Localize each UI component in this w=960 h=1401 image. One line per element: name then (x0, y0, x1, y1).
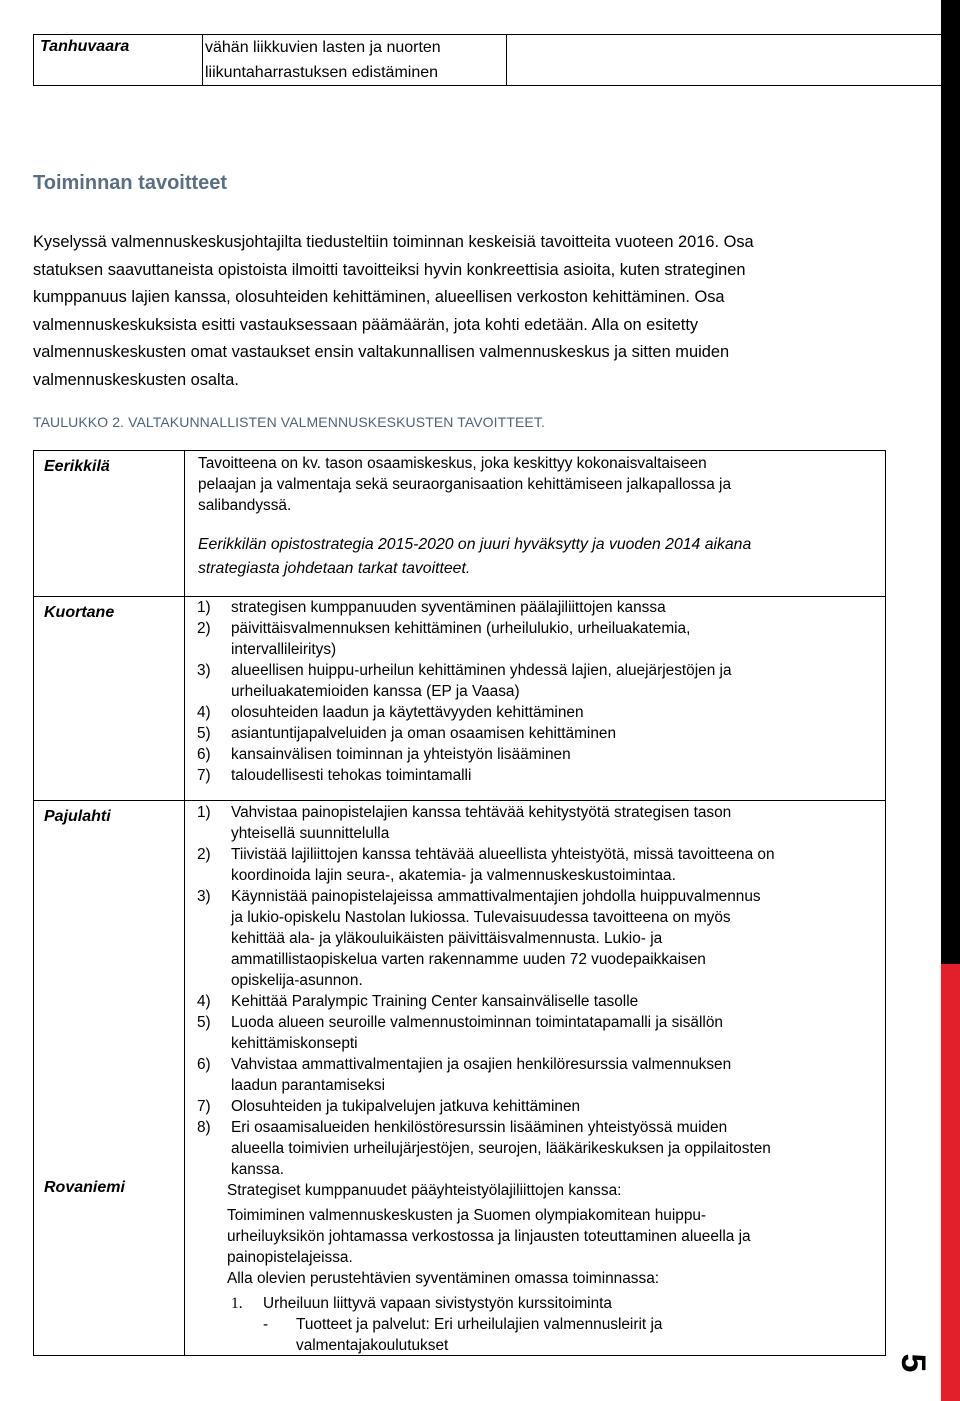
kuortane-item: 6) kansainvälisen toiminnan ja yhteistyön lisääminen (197, 746, 571, 763)
pajulahti-item: 2) Tiivistää lajiliittojen kanssa tehtävää alueellista yhteistyötä, missä tavoitteena on koordinoida lajin seura-, akatemia- ja valmennuskeskustoimintaa. (197, 846, 775, 884)
rovaniemi-item-number: 1. (231, 1295, 243, 1312)
intro-paragraph (33, 229, 913, 394)
row-body-pajulahti-rovaniemi (184, 800, 886, 1356)
rovaniemi-block-line: Toimiminen valmennuskeskusten ja Suomen olympiakomitean huippu- (227, 1207, 707, 1224)
pajulahti-item: 8) Eri osaamisalueiden henkilöstöresurssin lisääminen yhteistyössä muiden alueella toimivien urheilujärjestöjen, seurojen, lääkärikeskuksen ja oppilaitosten kanssa. (197, 1119, 771, 1178)
pajulahti-item: 6) Vahvistaa ammattivalmentajien ja osajien henkilöresurssia valmennuksen laadun parantamiseksi (197, 1056, 732, 1094)
row-body-eerikkila (184, 450, 886, 597)
rovaniemi-line: Alla olevien perustehtävien syventäminen omassa toiminnassa: (227, 1270, 660, 1287)
section-heading: Toiminnan tavoitteet (33, 172, 228, 194)
eerikkila-line: pelaajan ja valmentaja sekä seuraorganisaation kehittämiseen jalkapallossa ja (198, 476, 732, 493)
paragraph-line: kumppanuus lajien kanssa, olosuhteiden kehittäminen, alueellisen verkoston kehittäminen. Osa (33, 288, 725, 306)
kuortane-item: 5) asiantuntijapalveluiden ja oman osaamisen kehittäminen (197, 725, 617, 742)
pajulahti-item: 4) Kehittää Paralympic Training Center kansainväliselle tasolle (197, 993, 639, 1010)
kuortane-item: 1) strategisen kumppanuuden syventäminen päälajiliittojen kanssa (197, 599, 666, 616)
rovaniemi-sub-line: valmentajakoulutukset (296, 1337, 449, 1354)
eerikkila-italic-line: strategiasta johdetaan tarkat tavoitteet. (198, 560, 471, 577)
rovaniemi-block-line: painopistelajeissa. (227, 1249, 353, 1266)
dash-bullet: - (263, 1316, 269, 1333)
pajulahti-item: 5) Luoda alueen seuroille valmennustoiminnan toimintatapamalli ja sisällön kehittämiskonsepti (197, 1014, 723, 1052)
page-number: 5 (894, 1353, 933, 1373)
paragraph-line: Kyselyssä valmennuskeskusjohtajilta tiedusteltiin toiminnan keskeisiä tavoitteita vuoteen 2016. Osa (33, 233, 754, 251)
kuortane-item: 4) olosuhteiden laadun ja käytettävyyden kehittäminen (197, 704, 584, 721)
eerikkila-line: salibandyssä. (198, 497, 292, 514)
eerikkila-line: Tavoitteena on kv. tason osaamiskeskus, joka keskittyy kokonaisvaltaiseen (198, 455, 707, 472)
top-table (33, 34, 951, 86)
side-bar-black (941, 0, 960, 964)
row-name-pajulahti: Pajulahti (44, 808, 111, 825)
rovaniemi-block-line: urheiluyksikön johtamassa verkostossa ja linjausten toteuttaminen alueella ja (227, 1228, 751, 1245)
row-name-cell (33, 450, 185, 597)
paragraph-line: valmennuskeskusten osalta. (33, 370, 239, 389)
paragraph-line: valmennuskeskuksista esitti vastauksessaan päämäärän, jota kohti edetään. Alla on esitetty (33, 315, 699, 334)
pajulahti-item: 7) Olosuhteiden ja tukipalvelujen jatkuva kehittäminen (197, 1098, 581, 1115)
pajulahti-item: 3) Käynnistää painopistelajeissa ammattivalmentajien johdolla huippuvalmennus ja lukio-opiskelu Nastolan lukiossa. Tulevaisuudessa tavoitteena on myös kehittää ala- ja yläkouluikäisten päivittäisvalmennusta. Lukio- ja ammatillistaopiskelua varten rakennamme uuden 72 vuodepaikkaisen opiskelija-asunnon. (197, 888, 761, 989)
kuortane-item: 3) alueellisen huippu-urheilun kehittäminen yhdessä lajien, aluejärjestöjen ja urheiluakatemioiden kanssa (EP ja Vaasa) (197, 662, 732, 700)
rovaniemi-item: Urheiluun liittyvä vapaan sivistystyön kurssitoiminta (263, 1295, 612, 1312)
row-body-kuortane (184, 596, 886, 801)
top-row-line: liikuntaharrastuksen edistäminen (205, 64, 439, 81)
row-name-cell (33, 596, 185, 801)
rovaniemi-line: Strategiset kumppanuudet pääyhteistyölajiliittojen kanssa: (227, 1182, 622, 1199)
table-caption: TAULUKKO 2. VALTAKUNNALLISTEN VALMENNUSKESKUSTEN TAVOITTEET. (33, 414, 545, 430)
pajulahti-item: 1) Vahvistaa painopistelajien kanssa tehtävää kehitystyötä strategisen tason yhteisellä suunnittelulla (197, 804, 732, 842)
top-row-name: Tanhuvaara (34, 35, 203, 86)
row-name-kuortane: Kuortane (44, 604, 115, 621)
rovaniemi-sub-line: Tuotteet ja palvelut: Eri urheilulajien valmennusleirit ja (296, 1316, 663, 1333)
top-row-line: vähän liikkuvien lasten ja nuorten (205, 39, 441, 56)
side-bar-red (941, 964, 960, 1401)
top-row-description (203, 35, 507, 86)
kuortane-item: 7) taloudellisesti tehokas toimintamalli (197, 767, 472, 784)
eerikkila-italic-line: Eerikkilän opistostrategia 2015-2020 on juuri hyväksytty ja vuoden 2014 aikana (198, 536, 752, 553)
paragraph-line: valmennuskeskusten omat vastaukset ensin valtakunnallisen valmennuskeskus ja sitten muiden (33, 343, 730, 361)
kuortane-item: 2) päivittäisvalmennuksen kehittäminen (urheilulukio, urheiluakatemia, intervallileiritys) (197, 620, 691, 658)
paragraph-line: statuksen saavuttaneista opistoista ilmoitti tavoitteiksi hyvin konkreettisia asioita, kuten strateginen (33, 260, 746, 279)
top-row-empty-cell (507, 35, 951, 86)
row-name-eerikkila: Eerikkilä (44, 458, 110, 475)
row-name-cell (33, 800, 185, 1356)
row-name-rovaniemi: Rovaniemi (44, 1179, 125, 1196)
goals-table (33, 450, 886, 1356)
